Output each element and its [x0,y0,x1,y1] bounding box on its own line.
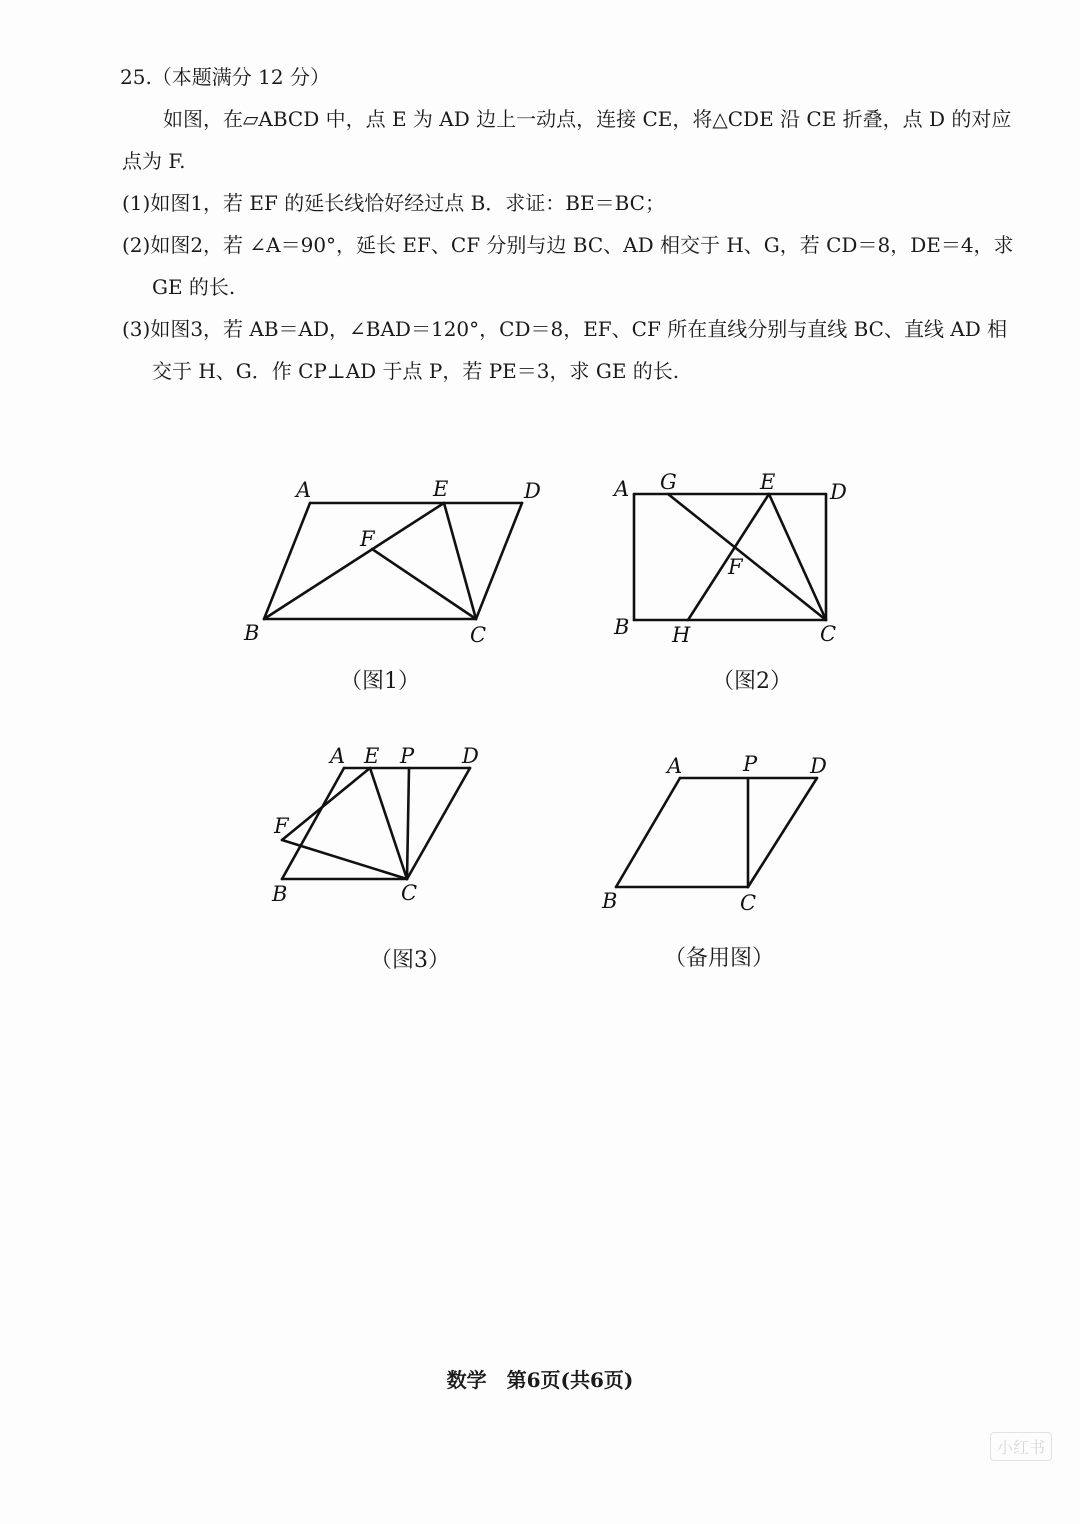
fig2-segment-ec [769,494,826,620]
fig3-segment-pc [407,768,409,879]
question-part3-line1: (3)如图3，若 AB＝AD，∠BAD＝120°，CD＝8，EF、CF 所在直线分别与直线 BC、直线 AD 相 [122,317,1008,341]
spare-label-d: D [810,754,827,778]
spare-label-p: P [743,752,758,776]
figure-3 [271,744,479,906]
fig1-label-d: D [524,479,541,503]
fig3-caption: （图3） [370,948,450,973]
fig1-label-e: E [433,477,449,501]
question-part1: (1)如图1，若 EF 的延长线恰好经过点 B．求证：BE＝BC； [122,191,665,215]
question-intro-line2: 点为 F. [122,149,186,173]
fig3-label-p: P [400,744,415,768]
fig3-label-a: A [330,744,346,768]
figure-1 [243,477,541,647]
spare-label-a: A [667,754,683,778]
fig2-segment-gc [668,494,826,620]
fig1-label-b: B [244,621,260,645]
fig1-label-a: A [296,478,312,502]
figure-2 [612,470,847,647]
question-part2-line2: GE 的长. [152,275,236,299]
fig3-label-c: C [401,881,418,905]
fig1-segment-ab [264,503,310,619]
spare-label-c: C [740,891,757,915]
fig2-label-f: F [728,555,743,579]
fig2-label-d: D [830,480,847,504]
fig3-label-d: D [462,744,479,768]
spare-label-b: B [602,889,618,913]
fig3-label-b: B [272,882,288,906]
fig3-segment-dc [407,768,470,879]
spare-segment-dc [748,778,817,887]
figure-spare [601,752,827,915]
fig3-segment-fc [282,840,407,879]
watermark: 小红书 [990,1432,1052,1461]
fig1-label-c: C [470,623,487,647]
question-intro-line1: 如图，在▱ABCD 中，点 E 为 AD 边上一动点，连接 CE，将△CDE 沿 CE 折叠，点 D 的对应 [163,107,1012,131]
fig1-label-f: F [360,527,375,551]
fig2-label-a: A [614,477,630,501]
fig2-label-b: B [614,615,630,639]
page-footer: 数学 第6页(共6页) [446,1368,634,1392]
fig1-caption: （图1） [340,669,420,694]
fig3-label-e: E [364,744,380,768]
fig3-label-f: F [274,814,289,838]
fig3-segment-ef [282,768,370,840]
fig2-label-e: E [760,470,776,494]
fig1-segment-be [264,503,444,619]
spare-figure-caption: （备用图） [664,946,775,971]
question-part3-line2: 交于 H、G．作 CP⊥AD 于点 P，若 PE＝3，求 GE 的长. [152,359,680,383]
question-number: 25.（本题满分 12 分） [120,65,330,89]
fig2-label-h: H [672,623,691,647]
fig2-label-g: G [660,470,677,494]
fig3-segment-ec [370,768,407,879]
question-part2-line1: (2)如图2，若 ∠A＝90°，延长 EF、CF 分别与边 BC、AD 相交于 H、G，若 CD＝8，DE＝4，求 [122,233,1014,257]
fig1-segment-dc [476,503,522,619]
fig2-caption: （图2） [712,669,792,694]
fig2-label-c: C [820,622,837,646]
fig3-segment-ab [282,768,344,879]
spare-segment-ab [616,778,680,887]
